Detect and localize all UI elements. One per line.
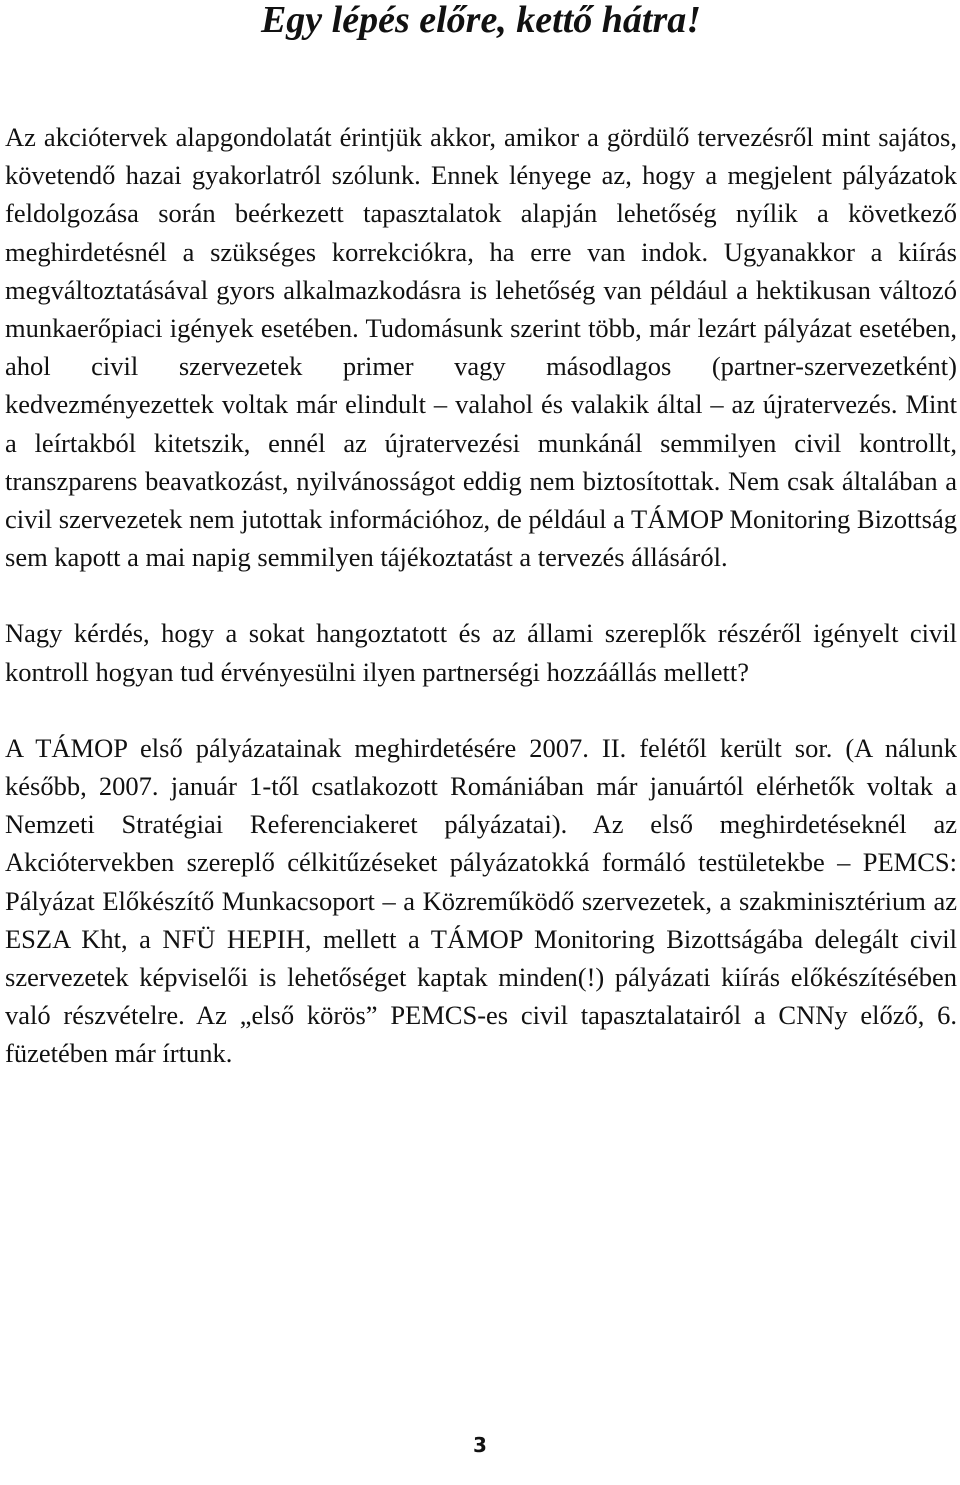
document-title: Egy lépés előre, kettő hátra! <box>260 0 702 41</box>
document-page <box>5 0 957 1073</box>
paragraph-1: Az akciótervek alapgondolatát érintjük akkor, amikor a gördülő tervezésről mint sajátos, követendő hazai gyakorlatról szólunk. Ennek lényege az, hogy a megjelent pályázatok feldolgozása során beérkezett tapasztalatok alapján lehetőség nyílik a következő meghirdetésnél a szükséges korrekciókra, ha erre van indok. Ugyanakkor a kiírás megváltoztatásával gyors alkalmazkodásra is lehetőség van például a hektikusan változó munkaerőpiaci igények esetében. Tudomásunk szerint több, már lezárt pályázat esetében, ahol civil szervezetek primer vagy másodlagos (partner-szervezetként) kedvezményezettek voltak már elindult – valahol és valakik által – az újratervezés. Mint a leírtakból kitetszik, ennél az újratervezési munkánál semmilyen civil kontrollt, transzparens beavatkozást, nyilvánosságot eddig nem biztosítottak. Nem csak általában a civil szervezetek nem jutottak információhoz, de például a TÁMOP Monitoring Bizottság sem kapott a mai napig semmilyen tájékoztatást a tervezés állásáról. <box>5 122 957 573</box>
paragraph-2: Nagy kérdés, hogy a sokat hangoztatott és az állami szereplők részéről igényelt civil kontroll hogyan tud érvényesülni ilyen partnerségi hozzáállás mellett? <box>5 618 957 687</box>
paragraph-3: A TÁMOP első pályázatainak meghirdetésére 2007. II. felétől került sor. (A nálunk később, 2007. január 1-től csatlakozott Romániában már januártól elérhetők voltak a Nemzeti Stratégiai Referenciakeret pályázatai). Az első meghirdetéseknél az Akciótervekben szereplő célkitűzéseket pályázatokká formáló testületekbe – PEMCS: Pályázat Előkészítő Munkacsoport – a Közreműködő szervezetek, a szakminisztérium az ESZA Kht, a NFÜ HEPIH, mellett a TÁMOP Monitoring Bizottságába delegált civil szervezetek képviselői is lehetőséget kaptak minden(!) pályázati kiírás előkészítésében való részvételre. Az „első körös” PEMCS-es civil tapasztalatairól a CNNy előző, 6. füzetében már írtunk. <box>5 732 957 1069</box>
page-number: 3 <box>473 1433 487 1457</box>
